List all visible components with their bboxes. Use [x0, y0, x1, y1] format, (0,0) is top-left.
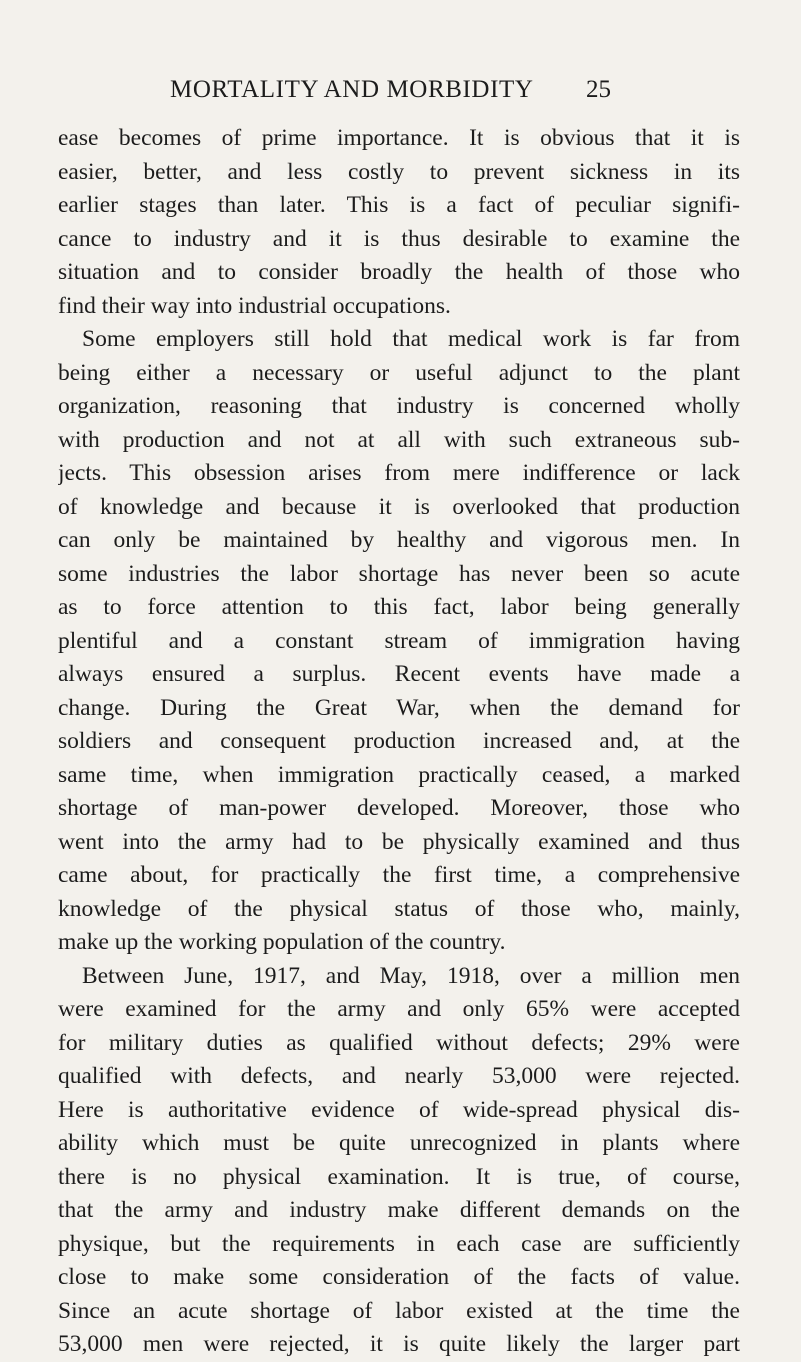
- text-line: jects. This obsession arises from mere indifference or lack: [58, 460, 740, 486]
- text-line: were examined for the army and only 65% were accepted: [58, 996, 740, 1022]
- text-line: make up the working population of the country.: [58, 929, 506, 955]
- text-line: Here is authoritative evidence of wide-spread physical dis-: [58, 1096, 740, 1123]
- text-line: same time, when immigration practically ceased, a marked: [58, 761, 740, 788]
- text-line: some industries the labor shortage has never been so acute: [58, 560, 740, 587]
- text-line: close to make some consideration of the facts of value.: [58, 1264, 740, 1290]
- text-line: situation and to consider broadly the health of those who: [58, 259, 740, 285]
- paragraph: [58, 323, 740, 960]
- text-line: Between June, 1917, and May, 1918, over a million men: [82, 962, 740, 989]
- text-line: earlier stages than later. This is a fact of peculiar signifi-: [58, 192, 740, 218]
- text-line: there is no physical examination. It is true, of course,: [58, 1163, 740, 1190]
- text-line: physique, but the requirements in each case are sufficiently: [58, 1230, 740, 1257]
- text-line: with production and not at all with such extraneous sub-: [58, 426, 740, 453]
- text-line: that the army and industry make different demands on the: [58, 1197, 740, 1223]
- text-line: Some employers still hold that medical work is far from: [82, 326, 740, 352]
- text-line: knowledge of the physical status of those who, mainly,: [58, 895, 740, 922]
- text-line: plentiful and a constant stream of immigration having: [58, 627, 740, 654]
- text-line: ability which must be quite unrecognized in plants where: [58, 1130, 740, 1156]
- text-line: change. During the Great War, when the demand for: [58, 694, 740, 721]
- paragraph: [58, 960, 740, 1362]
- text-line: ease becomes of prime importance. It is obvious that it is: [58, 125, 740, 151]
- page-number: 25: [586, 76, 611, 103]
- body-text: [58, 122, 740, 1362]
- text-line: easier, better, and less costly to prevent sickness in its: [58, 158, 740, 185]
- text-line: 53,000 men were rejected, it is quite likely the larger part: [58, 1331, 740, 1357]
- text-line: came about, for practically the first time, a comprehensive: [58, 862, 740, 888]
- text-line: find their way into industrial occupations.: [58, 292, 451, 319]
- text-line: organization, reasoning that industry is concerned wholly: [58, 393, 740, 419]
- text-line: of knowledge and because it is overlooked that production: [58, 493, 740, 520]
- text-line: went into the army had to be physically examined and thus: [58, 828, 740, 855]
- text-line: for military duties as qualified without defects; 29% were: [58, 1029, 740, 1056]
- running-title: MORTALITY AND MORBIDITY: [170, 76, 534, 103]
- text-line: as to force attention to this fact, labor being generally: [58, 594, 740, 620]
- paragraph: [58, 122, 740, 323]
- text-line: Since an acute shortage of labor existed at the time the: [58, 1297, 740, 1324]
- text-line: cance to industry and it is thus desirable to examine the: [58, 225, 740, 252]
- text-line: qualified with defects, and nearly 53,000 were rejected.: [58, 1063, 740, 1089]
- text-line: can only be maintained by healthy and vigorous men. In: [58, 527, 740, 553]
- text-line: shortage of man-power developed. Moreover, those who: [58, 795, 740, 821]
- text-line: always ensured a surplus. Recent events have made a: [58, 661, 740, 687]
- running-head: [0, 70, 801, 110]
- text-line: being either a necessary or useful adjunct to the plant: [58, 359, 740, 386]
- text-line: soldiers and consequent production increased and, at the: [58, 728, 740, 754]
